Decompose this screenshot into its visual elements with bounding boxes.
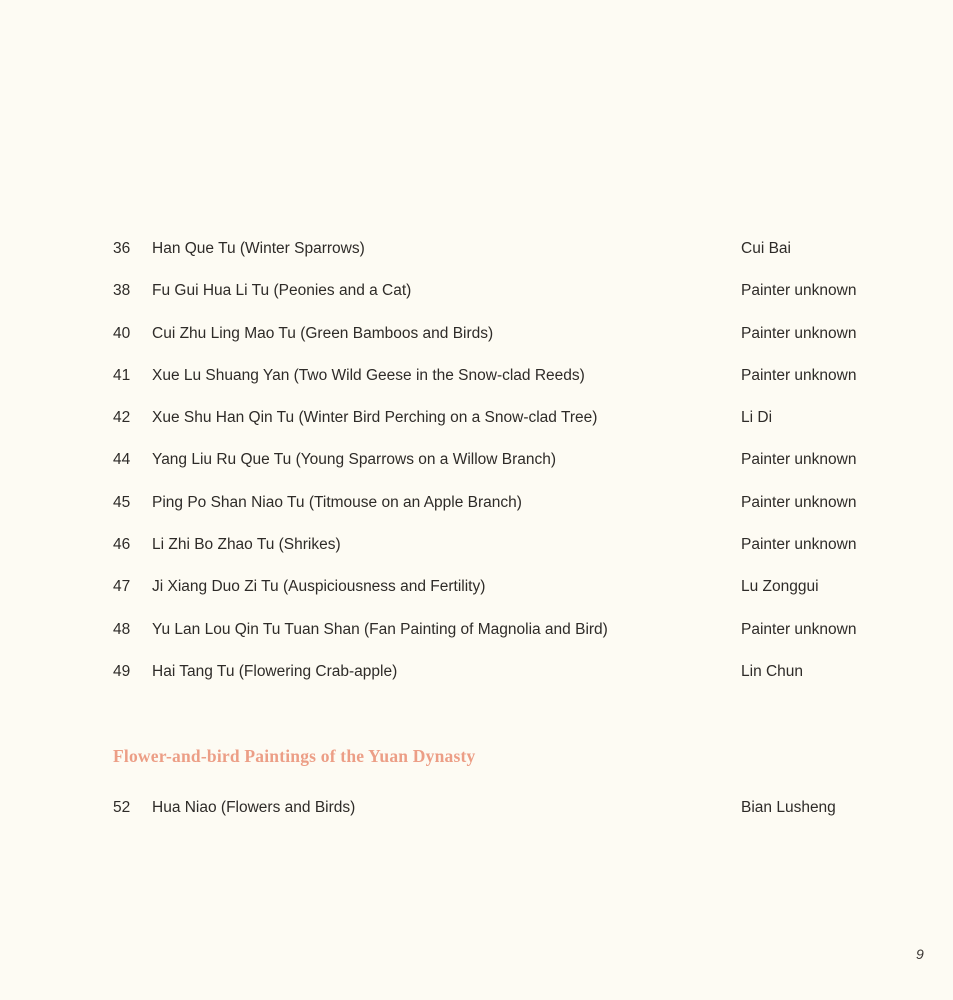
list-item (0, 610, 953, 652)
list-item (0, 652, 953, 694)
list-item (0, 356, 953, 398)
entry-title: Li Zhi Bo Zhao Tu (Shrikes) (152, 536, 341, 554)
entry-artist: Cui Bai (741, 240, 791, 257)
entry-number: 45 (113, 493, 131, 511)
list-item (0, 788, 953, 830)
page-number: 9 (916, 946, 924, 962)
entry-list (0, 229, 953, 694)
list-item (0, 229, 953, 271)
entry-title: Han Que Tu (Winter Sparrows) (152, 240, 365, 257)
entry-artist: Painter unknown (741, 366, 857, 384)
list-item (0, 525, 953, 567)
list-item (0, 483, 953, 525)
entry-artist: Lu Zonggui (741, 578, 819, 596)
entry-artist: Bian Lusheng (741, 799, 836, 816)
entry-title: Cui Zhu Ling Mao Tu (Green Bamboos and Birds) (152, 324, 494, 342)
entry-title: Xue Lu Shuang Yan (Two Wild Geese in the Snow-clad Reeds) (152, 366, 585, 384)
entry-number: 41 (113, 366, 131, 384)
entry-artist: Painter unknown (741, 493, 857, 511)
entry-artist: Painter unknown (741, 620, 857, 638)
entry-artist: Li Di (741, 409, 773, 427)
entry-number: 38 (113, 282, 131, 300)
entry-title: Hua Niao (Flowers and Birds) (152, 799, 356, 816)
entry-artist: Lin Chun (741, 662, 804, 680)
section-entry-list (0, 788, 953, 830)
list-item (0, 314, 953, 356)
entry-number: 36 (113, 240, 131, 257)
list-item (0, 271, 953, 313)
entry-title: Yang Liu Ru Que Tu (Young Sparrows on a Willow Branch) (152, 451, 557, 469)
entry-title: Ji Xiang Duo Zi Tu (Auspiciousness and Fertility) (152, 578, 486, 596)
entry-number: 47 (113, 578, 131, 596)
entry-title: Ping Po Shan Niao Tu (Titmouse on an Apple Branch) (152, 493, 522, 511)
section-heading: Flower-and-bird Paintings of the Yuan Dynasty (113, 746, 476, 766)
entry-number: 42 (113, 409, 131, 427)
entry-number: 49 (113, 662, 131, 680)
entry-title: Yu Lan Lou Qin Tu Tuan Shan (Fan Painting of Magnolia and Bird) (152, 620, 608, 638)
entry-artist: Painter unknown (741, 536, 857, 554)
entry-number: 52 (113, 799, 131, 816)
list-item (0, 567, 953, 609)
entry-title: Fu Gui Hua Li Tu (Peonies and a Cat) (152, 282, 412, 300)
entry-title: Hai Tang Tu (Flowering Crab-apple) (152, 662, 398, 680)
entry-artist: Painter unknown (741, 324, 857, 342)
list-item (0, 440, 953, 482)
entry-number: 46 (113, 536, 131, 554)
entry-artist: Painter unknown (741, 451, 857, 469)
list-item (0, 398, 953, 440)
entry-title: Xue Shu Han Qin Tu (Winter Bird Perching on a Snow-clad Tree) (152, 409, 598, 427)
entry-number: 48 (113, 620, 131, 638)
entry-number: 44 (113, 451, 131, 469)
entry-artist: Painter unknown (741, 282, 857, 300)
entry-number: 40 (113, 324, 131, 342)
